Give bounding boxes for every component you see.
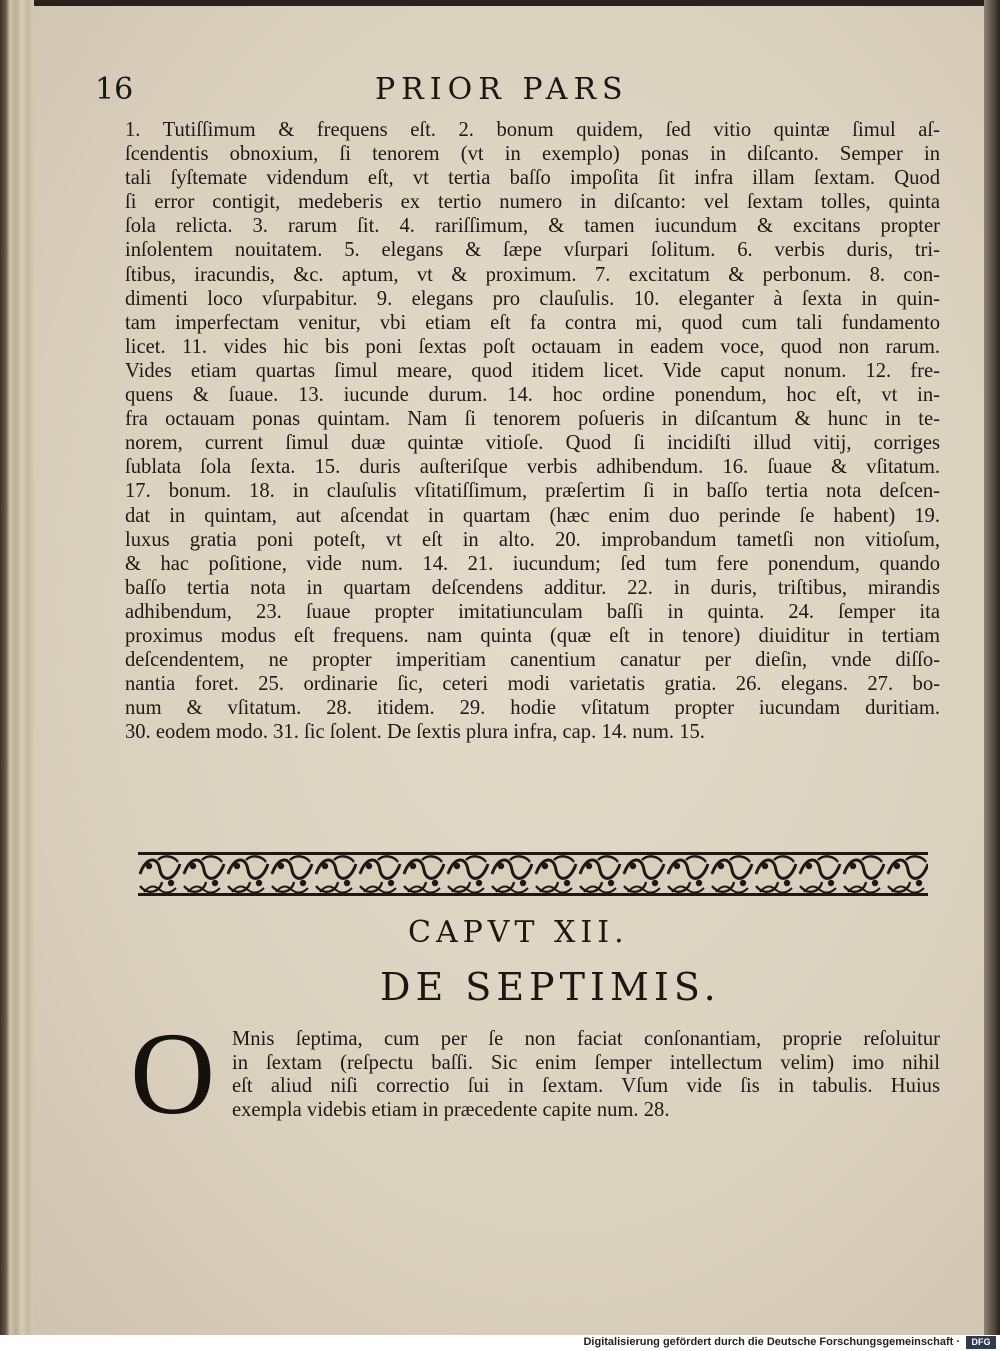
drop-cap-initial: O <box>130 1008 216 1139</box>
text-line: 17. bonum. 18. in clauſulis vſitatiſſimum, præſertim ſi in baſſo tertia nota deſcen- <box>125 480 940 503</box>
page-number: 16 <box>95 72 134 107</box>
text-line: num & vſitatum. 28. itidem. 29. hodie vſitatum propter iucundam duritiam. <box>125 697 940 720</box>
text-line: inſolentem nouitatem. 5. elegans & ſæpe vſurpari ſolitum. 6. verbis duris, tri- <box>125 239 940 262</box>
text-line: fra octauam ponas quintam. Nam ſi tenorem poſueris in diſcantum & hunc in te- <box>125 408 940 431</box>
text-line: luxus gratia poni poteſt, vt eſt in alto. 20. improbandum tametſi non vitioſum, <box>125 528 940 551</box>
text-line: ſublata ſola ſexta. 15. duris auſteriſque verbis adhibendum. 16. ſuaue & vſitatum. <box>125 456 940 479</box>
text-line: norem, current ſimul duæ quintæ vitioſe. Quod ſi incidiſti illud vitij, corriges <box>125 432 940 455</box>
text-line: dimenti loco vſurpabitur. 9. elegans pro clauſulis. 10. eleganter à ſexta in quin- <box>125 287 940 310</box>
running-head: PRIOR PARS <box>375 72 629 107</box>
text-line: quens & ſuaue. 13. iucunde durum. 14. hoc ordine ponendum, hoc eſt, vt in- <box>125 384 940 407</box>
text-line: in ſextam (reſpectu baſſi. Sic enim ſemper intellectum velim) imo nihil <box>232 1051 940 1074</box>
text-line: 30. eodem modo. 31. ſic ſolent. De ſextis plura infra, cap. 14. num. 15. <box>125 721 705 744</box>
chapter-title: DE SEPTIMIS. <box>380 965 721 1009</box>
text-line: tam imperfectam venitur, vbi etiam eſt fa contra mi, quod cum tali fundamento <box>125 311 940 334</box>
text-line: ſtibus, iracundis, &c. aptum, vt & proximum. 7. excitatum & perbonum. 8. con- <box>125 263 940 286</box>
text-line: dat in quintam, aut aſcendat in quartam (hæc enim duo perinde ſe habent) 19. <box>125 504 940 527</box>
text-line: adhibendum, 23. ſuaue propter imitatiunculam baſſi in quinta. 24. ſemper ita <box>125 600 940 623</box>
body-text <box>125 118 940 744</box>
text-line: ſi error contigit, medeberis ex tertio numero in diſcanto: vel ſextam tolles, quinta <box>125 191 940 214</box>
text-line: baſſo tertia nota in quartam deſcendens additur. 22. in duris, triſtibus, mirandis <box>125 576 940 599</box>
text-line: ſola relicta. 3. rarum ſit. 4. rariſſimum, & tamen iucundum & excitans propter <box>125 215 940 238</box>
text-line: deſcendentem, ne propter imperitiam canentium canatur per dieſin, vnde diſſo- <box>125 649 940 672</box>
ornament-band <box>138 852 928 896</box>
text-line: tali ſyſtemate videndum eſt, vt tertia baſſo impoſita ſit infra illam ſextam. Quod <box>125 167 940 190</box>
text-line: ſcendentis obnoxium, ſi tenorem (vt in exemplo) ponas in diſcanto. Semper in <box>125 143 940 166</box>
funding-credit: Digitalisierung gefördert durch die Deutsche Forschungsgemeinschaft · <box>583 1336 960 1348</box>
text-line: proximus modus eſt frequens. nam quinta (quæ eſt in tenore) diuiditur in tertiam <box>125 624 940 647</box>
text-line: nantia foret. 25. ordinarie ſic, ceteri modi varietatis gratia. 26. elegans. 27. bo- <box>125 673 940 696</box>
chapter-text <box>232 1028 940 1122</box>
footer-bar <box>0 1335 1000 1351</box>
page-header <box>95 72 700 112</box>
text-line: eſt aliud niſi correctio ſui in ſextam. Vſum vide ſis in tabulis. Huius <box>232 1075 940 1097</box>
page-shadow <box>984 0 1000 1335</box>
text-line: exempla videbis etiam in præcedente capite num. 28. <box>232 1098 670 1121</box>
dfg-logo: DFG <box>966 1336 996 1349</box>
text-line: licet. 11. vides hic bis poni ſextas poſt octauam in eadem voce, quod non rarum. <box>125 335 940 358</box>
text-line: & hac poſitione, vide num. 14. 21. iucundum; ſed tum fere ponendum, quando <box>125 552 940 575</box>
text-line: 1. Tutiſſimum & frequens eſt. 2. bonum quidem, ſed vitio quintæ ſimul aſ- <box>125 119 940 141</box>
book-edge <box>0 0 34 1335</box>
text-line: Vides etiam quartas ſimul meare, quod itidem licet. Vide caput nonum. 12. fre- <box>125 359 940 382</box>
text-line: Mnis ſeptima, cum per ſe non faciat conſonantiam, proprie reſoluitur <box>232 1028 940 1050</box>
chapter-number: CAPVT XII. <box>408 915 629 950</box>
